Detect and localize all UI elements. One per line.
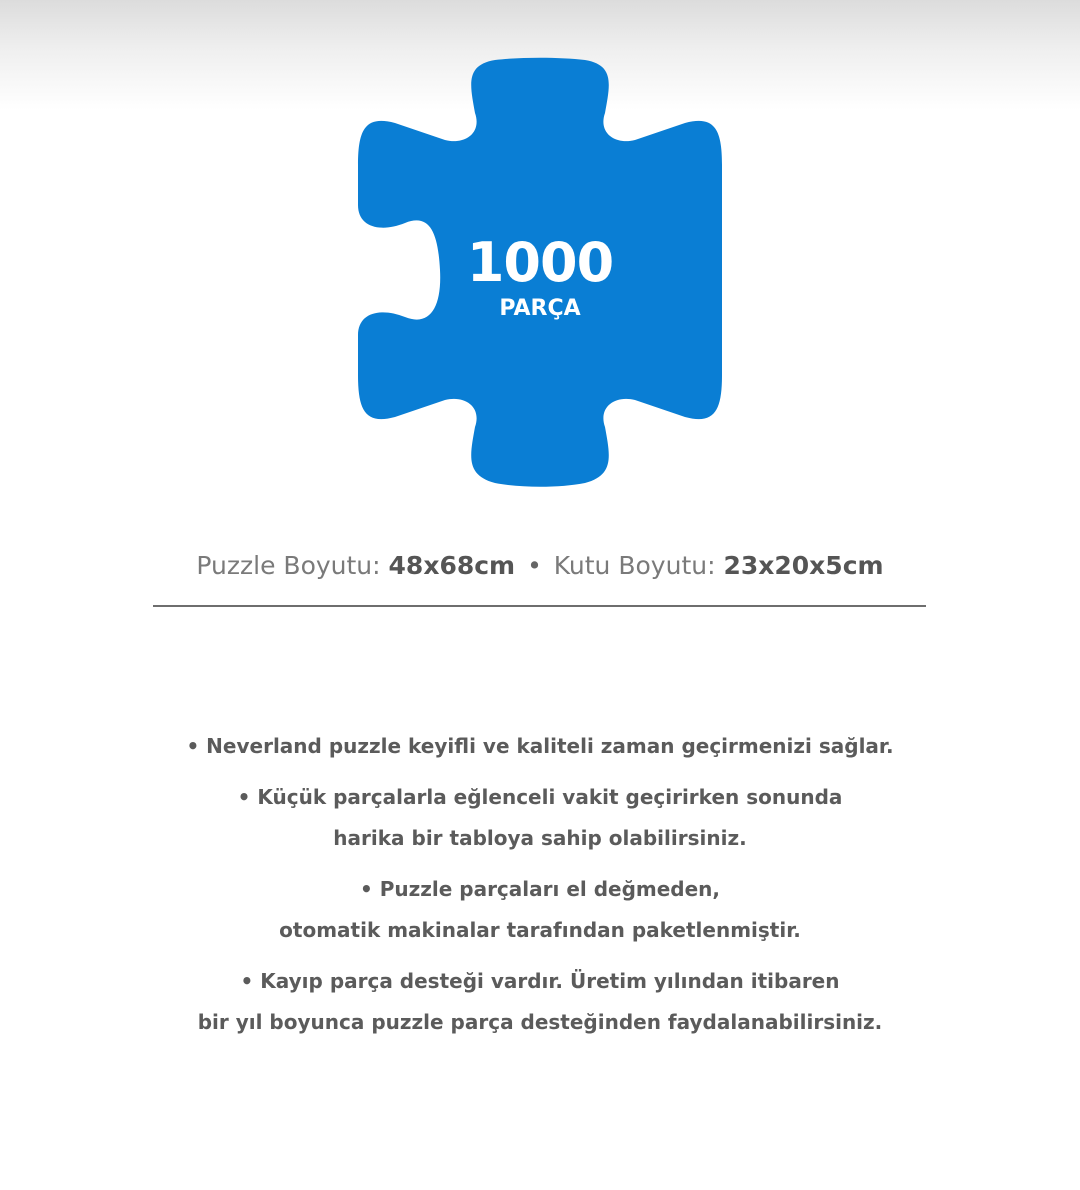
feature-line: • Neverland puzzle keyifli ve kaliteli zaman geçirmenizi sağlar. xyxy=(186,734,894,758)
feature-line: harika bir tabloya sahip olabilirsiniz. xyxy=(333,826,747,850)
feature-item xyxy=(0,961,1080,1043)
feature-item xyxy=(0,726,1080,767)
puzzle-size-value: 48x68cm xyxy=(388,551,516,580)
piece-unit-label: PARÇA xyxy=(499,296,581,321)
divider-line xyxy=(153,605,926,607)
feature-line: bir yıl boyunca puzzle parça desteğinden faydalanabilirsiniz. xyxy=(197,1010,883,1034)
size-specs xyxy=(0,548,1080,584)
puzzle-piece-badge xyxy=(330,45,750,505)
specs-separator: • xyxy=(527,551,542,580)
feature-line: otomatik makinalar tarafından paketlenmiştir. xyxy=(279,918,801,942)
feature-line: • Puzzle parçaları el değmeden, xyxy=(359,877,721,901)
puzzle-size-label: Puzzle Boyutu: xyxy=(196,551,381,580)
feature-item xyxy=(0,777,1080,859)
piece-count: 1000 xyxy=(466,231,614,294)
feature-list xyxy=(0,726,1080,1053)
feature-item xyxy=(0,869,1080,951)
box-size-value: 23x20x5cm xyxy=(723,551,884,580)
feature-line: • Kayıp parça desteği vardır. Üretim yılından itibaren xyxy=(240,969,840,993)
feature-line: • Küçük parçalarla eğlenceli vakit geçirirken sonunda xyxy=(237,785,843,809)
box-size-label: Kutu Boyutu: xyxy=(553,551,716,580)
